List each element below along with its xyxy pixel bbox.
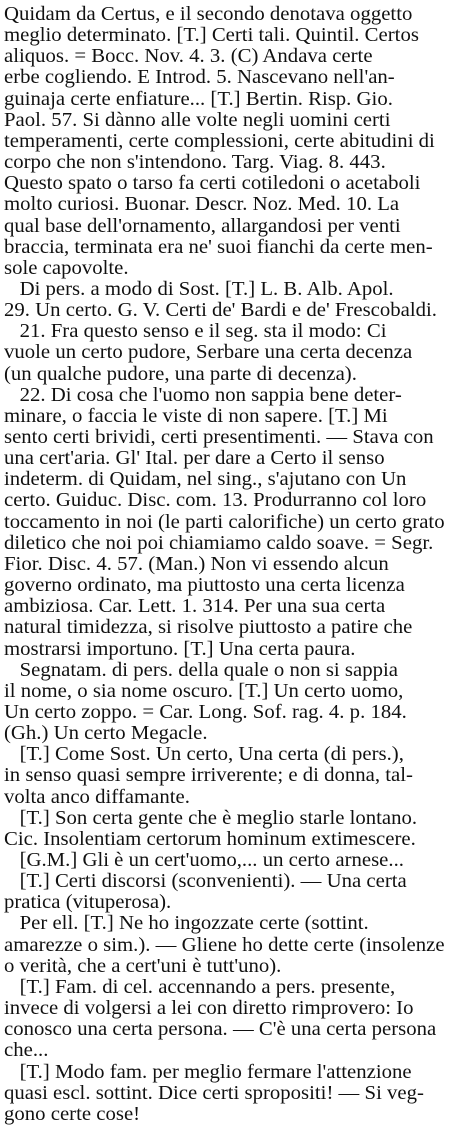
text-line: conosco una certa persona. — C'è una certa persona — [4, 1019, 437, 1041]
text-line: minare, o faccia le viste di non sapere. [T.] Mi — [4, 405, 388, 427]
text-line: braccia, terminata era ne' suoi fianchi da certe men- — [4, 236, 433, 258]
text-line: Di pers. a modo di Sost. [T.] L. B. Alb. Apol. — [4, 278, 394, 300]
text-line: [T.] Fam. di cel. accennando a pers. presente, — [4, 976, 396, 998]
text-line: governo ordinato, ma piuttosto una certa licenza — [4, 575, 405, 597]
text-line: una cert'aria. Gl' Ital. per dare a Certo il senso — [4, 448, 385, 470]
text-line: il nome, o sia nome oscuro. [T.] Un certo uomo, — [4, 680, 404, 702]
text-line: che... — [4, 1040, 49, 1062]
text-line: 29. Un certo. G. V. Certi de' Bardi e de' Frescobaldi. — [4, 300, 437, 322]
text-line: amarezze o sim.). — Gliene ho dette certe (insolenze — [4, 934, 445, 956]
text-line: Quidam da Certus, e il secondo denotava oggetto — [4, 4, 413, 25]
text-line: aliquos. = Bocc. Nov. 4. 3. (C) Andava certe — [4, 46, 373, 68]
text-line: Per ell. [T.] Ne ho ingozzate certe (sottint. — [4, 913, 369, 935]
text-line: vuole un certo pudore, Serbare una certa decenza — [4, 342, 413, 364]
text-line: molto curiosi. Buonar. Descr. Noz. Med. 10. La — [4, 194, 400, 216]
text-line: meglio determinato. [T.] Certi tali. Quintil. Certos — [4, 25, 419, 47]
text-line: [T.] Certi discorsi (sconvenienti). — Una certa — [4, 871, 407, 893]
text-line: erbe cogliendo. E Introd. 5. Nascevano nell'an- — [4, 67, 395, 89]
text-line: guinaja certe enfiature... [T.] Bertin. Risp. Gio. — [4, 88, 393, 110]
text-line: [T.] Modo fam. per meglio fermare l'attenzione — [4, 1061, 412, 1083]
text-line: Questo spato o tarso fa certi cotiledoni o acetaboli — [4, 173, 421, 195]
text-line: Paol. 57. Si dànno alle volte negli uomini certi — [4, 109, 391, 131]
text-line: pratica (vituperosa). — [4, 892, 172, 914]
text-line: sento certi brividi, certi presentimenti. — Stava con — [4, 427, 434, 448]
text-line: 21. Fra questo senso e il seg. sta il modo: Ci — [4, 321, 387, 343]
text-line: 22. Di cosa che l'uomo non sappia bene deter- — [4, 384, 402, 406]
text-line: Segnatam. di pers. della quale o non si sappia — [4, 659, 398, 681]
text-line: [T.] Come Sost. Un certo, Una certa (di pers.), — [4, 744, 404, 766]
text-line: gono certe cose! — [4, 1103, 141, 1125]
text-line: qual base dell'ornamento, allargandosi per venti — [4, 215, 401, 237]
text-line: Fior. Disc. 4. 57. (Man.) Non vi essendo alcun — [4, 553, 389, 575]
text-line: certo. Guiduc. Disc. com. 13. Produrranno col loro — [4, 490, 427, 512]
text-line: mostrarsi importuno. [T.] Una certa paura. — [4, 638, 356, 660]
text-line: diletico che noi poi chiamiamo caldo soave. = Segr. — [4, 532, 434, 554]
text-line: in senso quasi sempre irriverente; e di donna, tal- — [4, 765, 413, 787]
text-line: invece di volgersi a lei con diretto rimprovero: Io — [4, 998, 414, 1020]
text-line: [G.M.] Gli è un cert'uomo,... un certo arnese... — [4, 850, 404, 871]
text-line: ambiziosa. Car. Lett. 1. 314. Per una sua certa — [4, 596, 386, 618]
text-line: volta anco diffamante. — [4, 786, 190, 808]
text-line: temperamenti, certe complessioni, certe abitudini di — [4, 130, 435, 152]
text-line: Un certo zoppo. = Car. Long. Sof. rag. 4. p. 184. — [4, 701, 407, 723]
text-line: corpo che non s'intendono. Targ. Viag. 8. 443. — [4, 152, 386, 174]
text-line: indeterm. di Quidam, nel sing., s'ajutano con Un — [4, 469, 407, 491]
text-line: [T.] Son certa gente che è meglio starle lontano. — [4, 807, 418, 829]
text-line: (un qualche pudore, una parte di decenza). — [4, 363, 357, 385]
text-line: quasi escl. sottint. Dice certi spropositi! — Si veg- — [4, 1082, 424, 1104]
text-line: toccamento in noi (le parti calorifiche) un certo grato — [4, 511, 445, 533]
text-line: sole capovolte. — [4, 257, 129, 279]
text-line: o verità, che a cert'uni è tutt'uno). — [4, 955, 282, 977]
text-line: (Gh.) Un certo Megacle. — [4, 723, 208, 745]
text-line: Cic. Insolentiam certorum hominum extimescere. — [4, 828, 416, 850]
text-line: natural timidezza, si risolve piuttosto a patire che — [4, 617, 413, 639]
